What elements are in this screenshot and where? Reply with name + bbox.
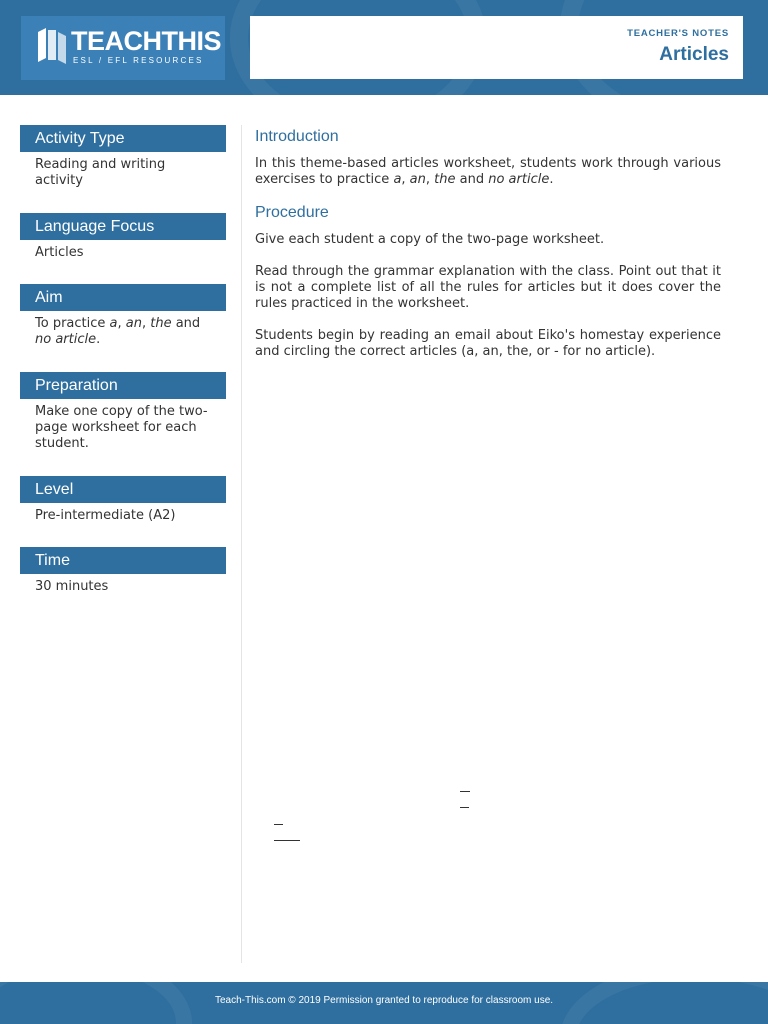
stray-line (274, 840, 300, 841)
activity-type-section (20, 125, 226, 189)
preparation-section (20, 372, 226, 452)
logo (21, 16, 225, 80)
preparation-heading: Preparation (20, 372, 226, 399)
activity-type-value: Reading and writing activity (35, 157, 166, 188)
teachers-notes-label: TEACHER'S NOTES (627, 28, 729, 39)
procedure-step: Give each student a copy of the two-page worksheet. (255, 232, 605, 247)
stray-line (460, 807, 469, 808)
logo-subtitle: ESL / EFL RESOURCES (73, 56, 204, 65)
activity-type-heading: Activity Type (20, 125, 226, 152)
level-section (20, 476, 226, 524)
language-focus-value: Articles (35, 245, 84, 260)
time-section (20, 547, 226, 595)
page-header (0, 0, 768, 95)
page-footer (0, 982, 768, 1024)
column-divider (241, 125, 242, 963)
introduction-text: In this theme-based articles worksheet, students work through various exercises to practice a, an, the and no article. (255, 156, 721, 187)
book-icon (36, 26, 68, 66)
language-focus-heading: Language Focus (20, 213, 226, 240)
title-box (250, 16, 743, 79)
aim-heading: Aim (20, 284, 226, 311)
introduction-heading: Introduction (255, 128, 339, 145)
copyright-text: Teach-This.com © 2019 Permission granted to reproduce for classroom use. (214, 995, 554, 1006)
stray-line (274, 824, 283, 825)
language-focus-section (20, 213, 226, 261)
procedure-step: Students begin by reading an email about Eiko's homestay experience and circling the correct articles (a, an, the, or - for no article). (255, 328, 721, 359)
level-heading: Level (20, 476, 226, 503)
stray-line (460, 791, 470, 792)
procedure-heading: Procedure (255, 204, 329, 221)
main-content (255, 128, 721, 376)
logo-title: TEACHTHIS (71, 26, 221, 56)
page-title: Articles (659, 44, 729, 65)
time-value: 30 minutes (35, 579, 109, 594)
aim-section (20, 284, 226, 348)
level-value: Pre-intermediate (A2) (35, 508, 176, 523)
time-heading: Time (20, 547, 226, 574)
preparation-value: Make one copy of the two-page worksheet for each student. (35, 404, 208, 451)
aim-value: To practice a, an, the and no article. (35, 316, 201, 347)
procedure-step: Read through the grammar explanation with the class. Point out that it is not a complete list of all the rules for articles but it does cover the rules practiced in the worksheet. (255, 264, 721, 311)
